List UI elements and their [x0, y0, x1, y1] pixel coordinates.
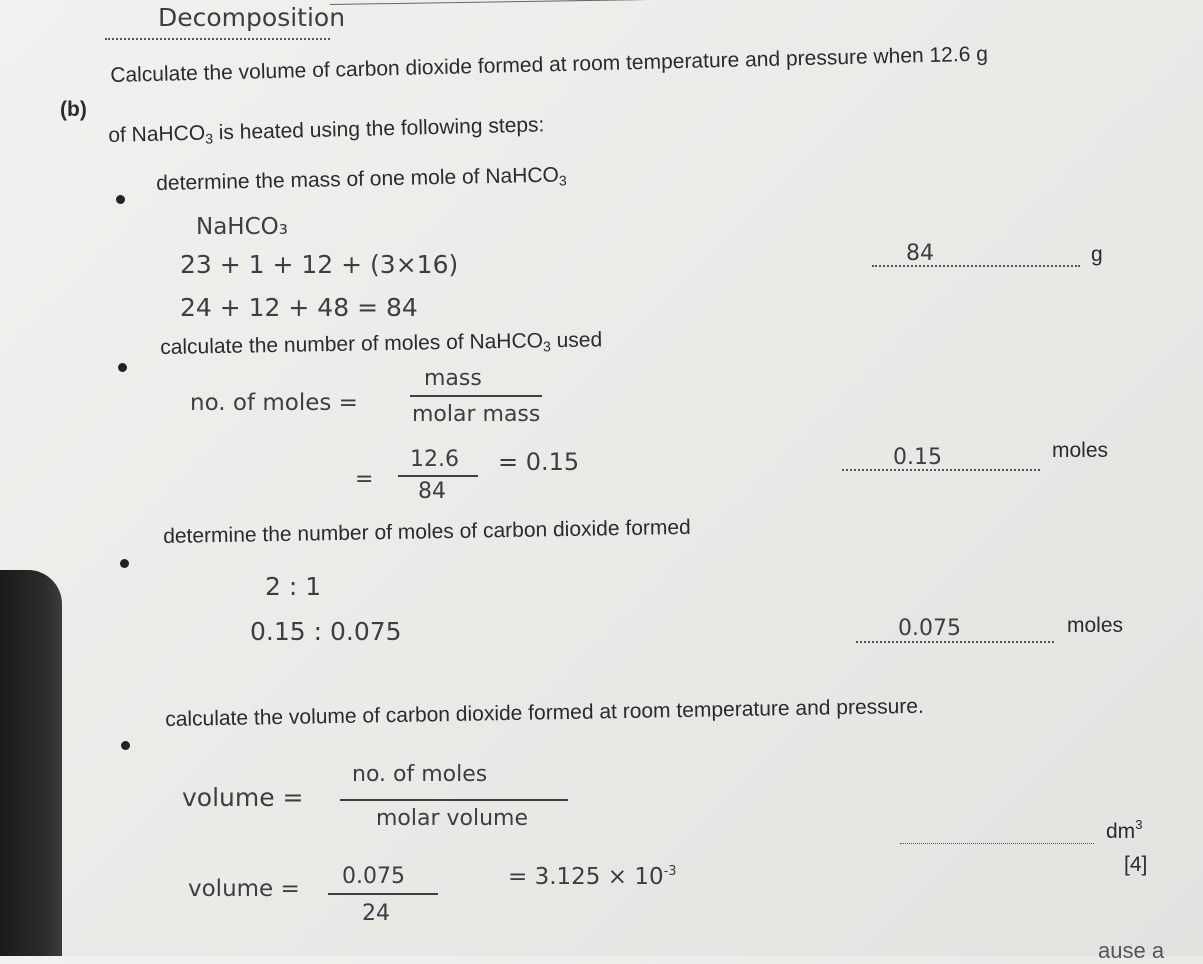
question-part-label: (b) [60, 98, 87, 121]
step4-marks: [4] [1124, 853, 1148, 876]
step2-work2-result: = 0.15 [498, 448, 580, 476]
step2-text: calculate the number of moles of NaHCO$_3$ used [160, 328, 603, 359]
step2-bullet [118, 363, 127, 372]
step1-bullet [116, 195, 125, 204]
step2-unit: moles [1052, 439, 1109, 462]
step4-work-lhs: volume = [182, 783, 304, 812]
step1-text: determine the mass of one mole of NaHCO$_3$ [156, 163, 567, 195]
step2-answer-line [842, 469, 1040, 471]
step1-answer: 84 [906, 241, 934, 266]
step1-unit: g [1091, 243, 1103, 266]
step1-answer-line [872, 265, 1080, 267]
step4-text: calculate the volume of carbon dioxide formed at room temperature and pressure. [165, 694, 925, 731]
step3-bullet [120, 559, 129, 568]
step3-work-moles: 0.15 : 0.075 [250, 617, 402, 646]
step2-work-lhs: no. of moles = [190, 390, 358, 416]
step2-fraction-line [410, 395, 542, 397]
step4-answer-line [900, 843, 1094, 844]
step2-work2-denominator: 84 [418, 479, 446, 504]
step4-work-denominator: molar volume [376, 806, 529, 831]
topic-heading: Decomposition [158, 3, 346, 32]
step2-answer: 0.15 [893, 445, 942, 470]
step3-answer-line [856, 641, 1054, 643]
topic-dotted-line [105, 38, 330, 40]
step4-work-numerator: no. of moles [352, 762, 488, 787]
step3-text: determine the number of moles of carbon dioxide formed [163, 515, 691, 548]
step2-work-numerator: mass [424, 366, 482, 391]
step4-work2-fraction-line [328, 893, 438, 895]
step2-work2-fraction-line [398, 475, 478, 477]
step1-work-formula: NaHCO₃ [196, 214, 288, 240]
step4-work2-numerator: 0.075 [342, 864, 405, 889]
step3-answer: 0.075 [898, 616, 961, 641]
step1-work-sum: 23 + 1 + 12 + (3×16) [180, 250, 459, 279]
dark-object-edge [0, 570, 62, 956]
step3-work-ratio: 2 : 1 [265, 572, 322, 601]
step4-fraction-line [340, 799, 568, 801]
step2-work2-equals: = [355, 467, 374, 492]
step4-work2-lhs: volume = [188, 876, 300, 902]
step4-work2-denominator: 24 [362, 901, 390, 926]
step4-work2-result: = $3.125 \times 10^{-3}$ [508, 864, 677, 890]
question-line-2: of NaHCO$_3$ is heated using the following steps: [108, 113, 545, 147]
question-line-1: Calculate the volume of carbon dioxide formed at room temperature and pressure when 12.6 g [110, 42, 989, 87]
step3-unit: moles [1067, 614, 1124, 637]
step1-work-total: 24 + 12 + 48 = 84 [180, 293, 418, 322]
bottom-cut-text: ause a [1098, 938, 1165, 963]
step4-bullet [121, 741, 130, 750]
step4-unit: $dm^3$ [1106, 817, 1143, 843]
topic-rule [330, 0, 1190, 5]
step2-work2-numerator: 12.6 [410, 447, 459, 472]
step2-work-denominator: molar mass [412, 402, 541, 427]
